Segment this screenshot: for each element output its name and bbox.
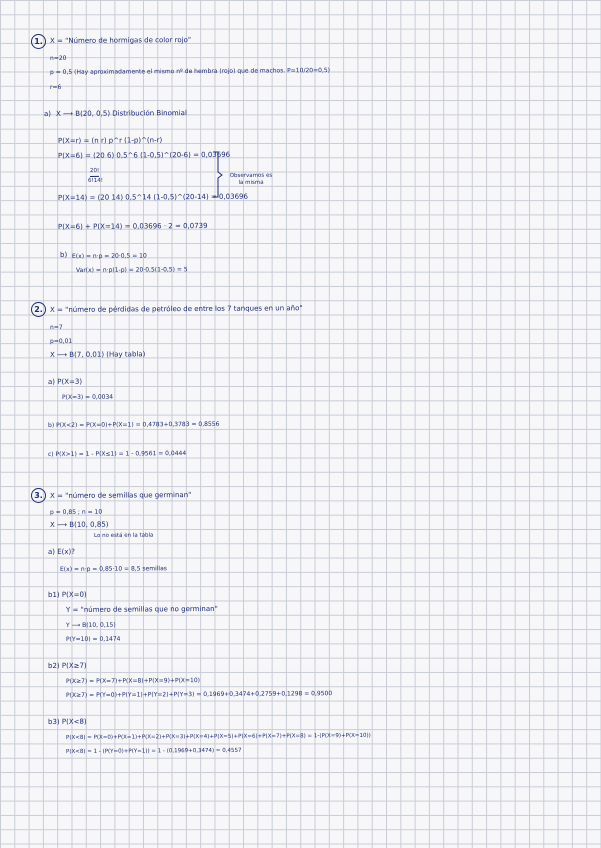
- problem-1-frac-bot: 6!14!: [87, 177, 103, 184]
- problem-3-b1-value: P(Y=10) = 0,1474: [65, 635, 121, 643]
- problem-3-b3-line2: P(X<8) = 1 - (P(Y=0)+P(Y=1)) = 1 - (0,1969+0,3474) = 0,4557: [65, 747, 242, 755]
- problem-3-b1-definition: Y = "número de semillas que no germinan": [65, 604, 218, 614]
- problem-3-distribution: X ⟶ B(10, 0,85): [49, 520, 109, 529]
- problem-3-b1-label: b1) P(X=0): [47, 590, 87, 599]
- problem-3-number: 3.: [31, 488, 46, 503]
- problem-1-line-x6: P(X=6) = (20 6) 0,5^6 (1-0,5)^(20-6) = 0,03696: [57, 150, 231, 160]
- problem-3-b3-label: b3) P(X<8): [47, 717, 87, 726]
- problem-2-distribution: X ⟶ B(7, 0,01) (Hay tabla): [49, 350, 146, 359]
- problem-3-b2-label: b2) P(X≥7): [47, 661, 87, 670]
- problem-2-c-line: c) P(X>1) = 1 - P(X≤1) = 1 - 0,9561 = 0,0444: [47, 450, 187, 458]
- problem-1-variance: Var(x) = n·p(1-p) = 20·0,5(1-0,5) = 5: [75, 266, 188, 274]
- problem-3-b2-line2: P(X≥7) = P(Y=0)+P(Y=1)+P(Y=2)+P(Y=3) = 0,1969+0,3474+0,2759+0,1298 = 0,9500: [65, 690, 333, 699]
- problem-1-a-distribution: X ⟶ B(20, 0,5) Distribución Binomial: [55, 109, 187, 118]
- problem-1-line-x14: P(X=14) = (20 14) 0,5^14 (1-0,5)^(20-14) = 0,03696: [57, 192, 248, 202]
- problem-1-b-label: b): [59, 250, 68, 259]
- problem-1-brace: [212, 150, 224, 200]
- problem-1-r: r=6: [49, 83, 62, 91]
- problem-2-a-label: a) P(X=3): [47, 377, 83, 386]
- problem-3-note: Lo no está en la tabla: [93, 532, 154, 539]
- problem-2-b-line: b) P(X<2) = P(X=0)+P(X=1) = 0,4783+0,3783 = 0,8556: [47, 420, 220, 429]
- problem-2-n: n=7: [49, 323, 63, 331]
- problem-1-definition: X = "Número de hormigas de color rojo": [49, 36, 192, 45]
- problem-1-note: Observamos es la misma: [229, 172, 273, 186]
- problem-3-a-label: a) E(x)?: [47, 547, 76, 556]
- problem-1-a-label: a): [43, 109, 52, 118]
- problem-1-mean: E(x) = n·p = 20·0,5 = 10: [71, 252, 147, 260]
- problem-3-b3-line1: P(X<8) = P(X=0)+P(X=1)+P(X=2)+P(X=3)+P(X=4)+P(X=5)+P(X=6)+P(X=7)+P(X=8) = 1-(P(X=9)+P(X=10)): [65, 732, 371, 741]
- problem-3-params: p = 0,85 ; n = 10: [49, 508, 103, 516]
- problem-1-number: 1.: [31, 34, 46, 49]
- problem-1-sum: P(X=6) + P(X=14) = 0,03696 · 2 = 0,0739: [57, 221, 208, 231]
- problem-1-p: p = 0,5 (Hay aproximadamente el mismo nº de hembra (rojo) que de machos. P=10/20=0,5): [49, 67, 331, 76]
- problem-2-a-value: P(X=3) = 0,0034: [61, 393, 114, 401]
- problem-1-n: n=20: [49, 54, 67, 62]
- problem-2-p: p=0,01: [49, 337, 73, 345]
- problem-3-definition: X = "número de semillas que germinan": [49, 491, 192, 500]
- problem-3-a-value: E(x) = n·p = 0,85·10 = 8,5 semillas: [59, 565, 167, 573]
- problem-1-frac-top: 20!: [90, 167, 99, 177]
- problem-3-b1-distribution: Y ⟶ B(10, 0,15): [65, 621, 116, 629]
- problem-3-b2-line1: P(X≥7) = P(X=7)+P(X=8)+P(X=9)+P(X=10): [65, 677, 201, 685]
- problem-1-formula: P(X=r) = (n r) p^r (1-p)^(n-r): [57, 136, 163, 145]
- problem-2-definition: X = "número de pérdidas de petróleo de entre los 7 tanques en un año": [49, 304, 303, 314]
- problem-2-number: 2.: [31, 302, 46, 317]
